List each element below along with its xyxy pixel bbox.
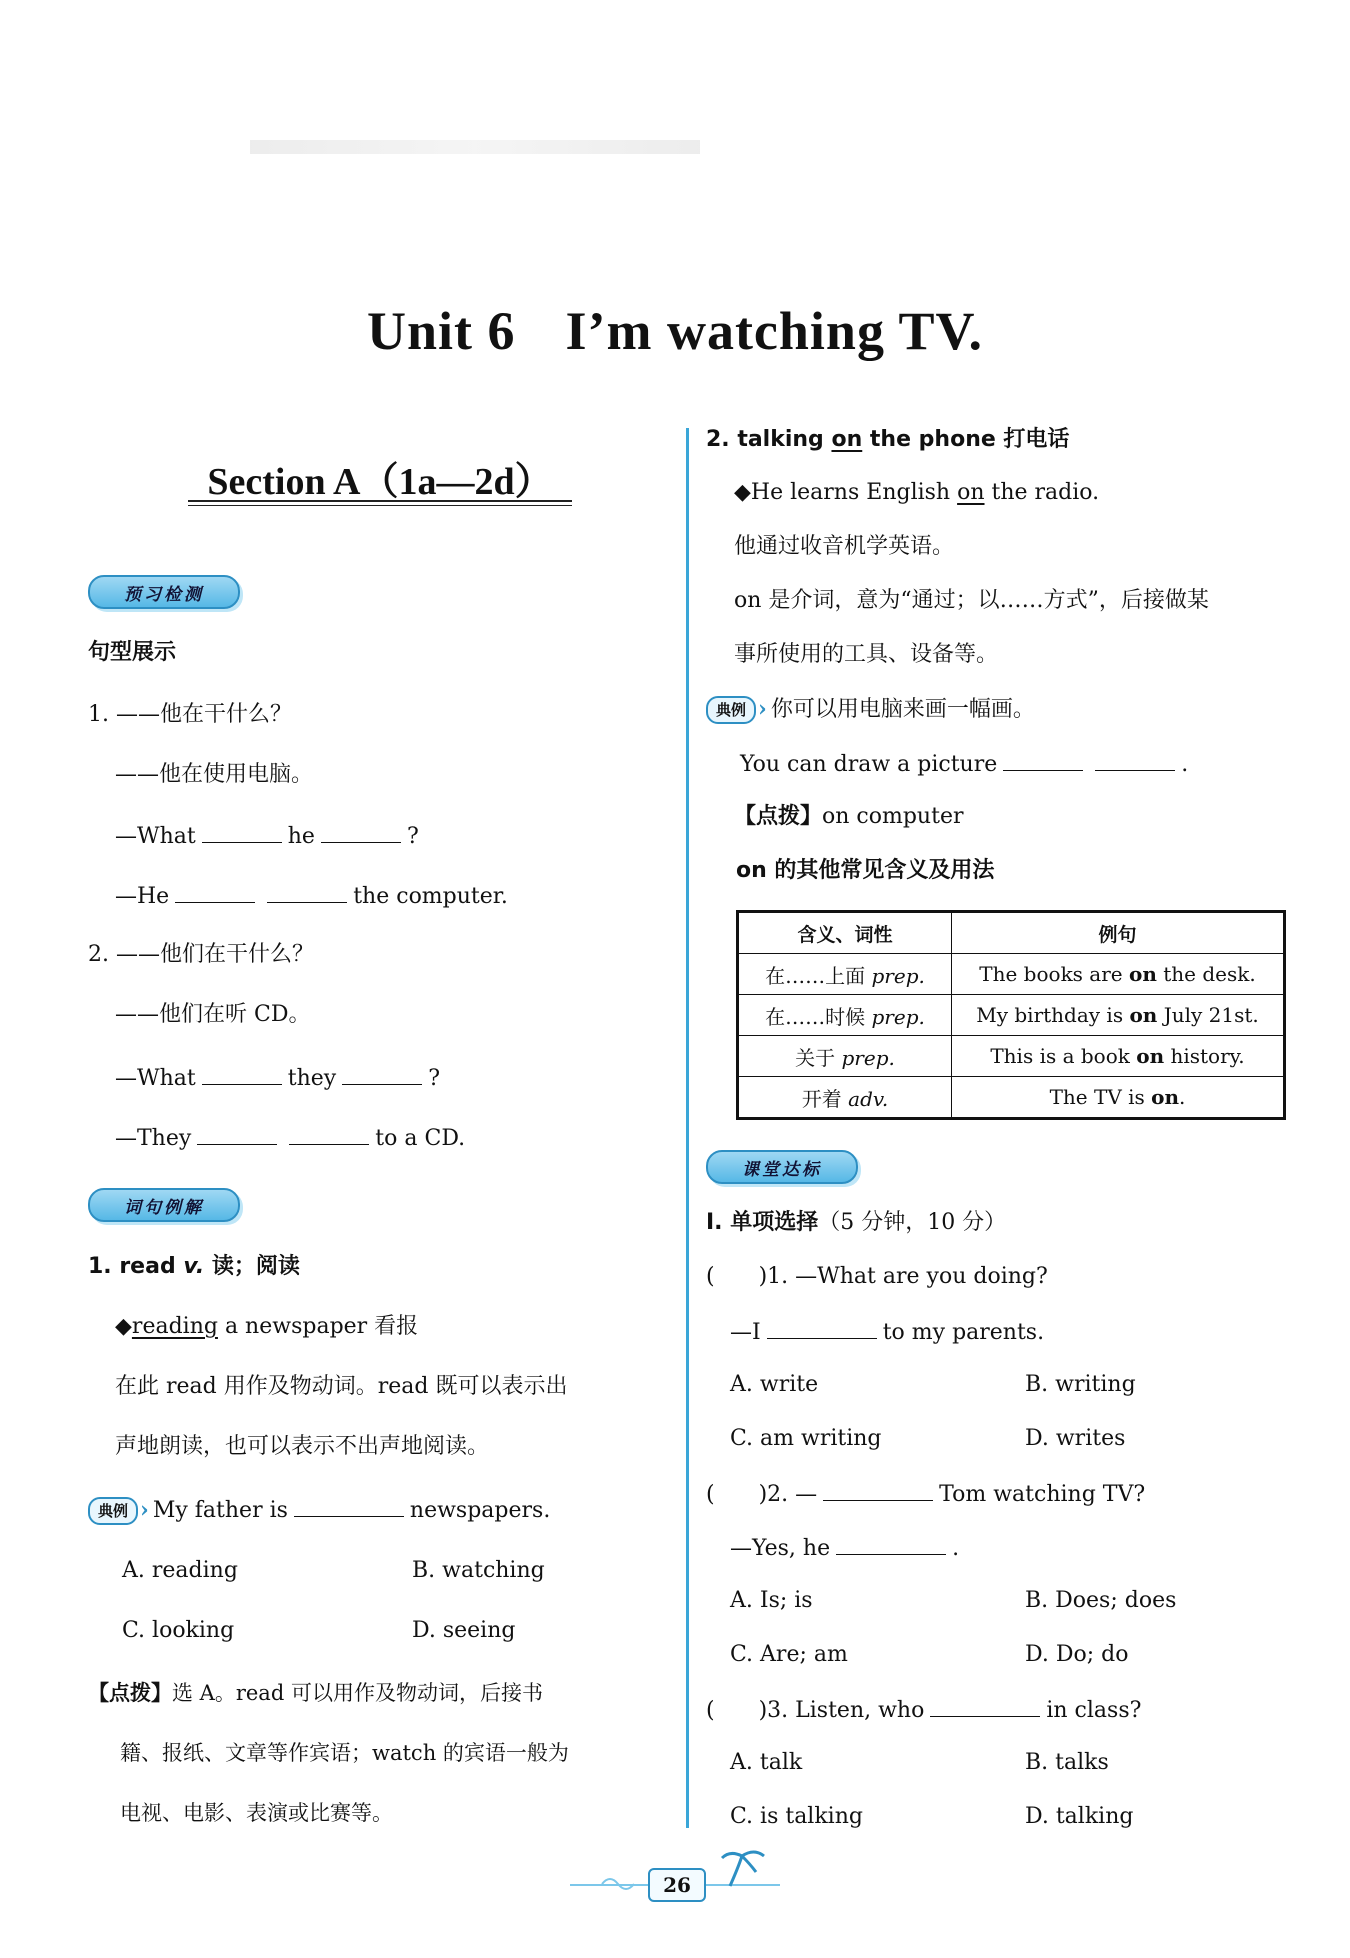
e1-question: ( )1. —What are you doing? <box>706 1264 1048 1289</box>
q2-en-question: —What they ? <box>115 1062 440 1094</box>
table-cell-meaning: 在……上面 prep. <box>738 954 952 995</box>
palm-tree-icon <box>720 1848 770 1888</box>
phone-example-cn: 他通过收音机学英语。 <box>734 534 955 559</box>
read-option-b[interactable]: B. watching <box>412 1558 545 1583</box>
e3-option-a[interactable]: A. talk <box>730 1750 803 1775</box>
q2-cn-answer: ——他们在听 CD。 <box>115 1002 311 1027</box>
blank[interactable] <box>175 880 255 903</box>
read-example-sentence: 典例 › My father is newspapers. <box>88 1494 550 1526</box>
unit-name: I’m watching TV. <box>565 301 984 361</box>
read-tip-1: 【点拨】选 A。read 可以用作及物动词，后接书 <box>88 1681 543 1705</box>
blank[interactable] <box>823 1478 933 1501</box>
read-tip-3: 电视、电影、表演或比赛等。 <box>120 1801 393 1825</box>
unit-number: Unit 6 <box>366 301 516 361</box>
read-option-a[interactable]: A. reading <box>122 1558 238 1583</box>
table-cell-example: The books are on the desk. <box>952 954 1285 995</box>
e3-question: ( )3. Listen, who in class? <box>706 1694 1141 1726</box>
wave-icon <box>600 1868 640 1898</box>
table-row <box>738 1036 1285 1077</box>
q1-cn-answer: ——他在使用电脑。 <box>115 762 314 787</box>
read-option-d[interactable]: D. seeing <box>412 1618 516 1643</box>
faint-header-mark <box>250 140 700 154</box>
blank[interactable] <box>1095 748 1175 771</box>
read-example: ◆reading a newspaper 看报 <box>115 1314 419 1339</box>
section-underline-thin <box>188 505 572 506</box>
phone-example-sentence: You can draw a picture . <box>740 748 1188 780</box>
chevron-right-icon: › <box>758 696 767 722</box>
blank[interactable] <box>836 1532 946 1555</box>
q2-cn-question: 2. ——他们在干什么？ <box>88 942 314 967</box>
table-row <box>738 1077 1285 1119</box>
e2-option-a[interactable]: A. Is; is <box>730 1588 813 1613</box>
blank[interactable] <box>289 1122 369 1145</box>
table-row <box>738 954 1285 995</box>
phone-explain-2: 事所使用的工具、设备等。 <box>734 642 999 667</box>
table-cell-example: The TV is on. <box>952 1077 1285 1119</box>
blank[interactable] <box>267 880 347 903</box>
e1-option-b[interactable]: B. writing <box>1025 1372 1136 1397</box>
phone-tip: 【点拨】on computer <box>734 804 964 829</box>
chevron-right-icon: › <box>140 1497 149 1523</box>
phone-explain-1: on 是介词，意为“通过；以……方式”，后接做某 <box>734 588 1209 613</box>
table-header: 含义、词性 <box>738 912 952 954</box>
e2-option-c[interactable]: C. Are; am <box>730 1642 848 1667</box>
badge-class: 课堂达标 <box>706 1150 858 1184</box>
badge-words: 词句例解 <box>88 1188 240 1222</box>
badge-preview: 预习检测 <box>88 575 240 609</box>
e3-option-d[interactable]: D. talking <box>1025 1804 1134 1829</box>
example-tag: 典例 <box>706 696 756 724</box>
unit-title <box>0 300 1350 362</box>
table-row <box>738 995 1285 1036</box>
blank[interactable] <box>294 1494 404 1517</box>
table-cell-meaning: 在……时候 prep. <box>738 995 952 1036</box>
table-cell-example: My birthday is on July 21st. <box>952 995 1285 1036</box>
blank[interactable] <box>321 820 401 843</box>
e1-option-d[interactable]: D. writes <box>1025 1426 1126 1451</box>
read-tip-2: 籍、报纸、文章等作宾语；watch 的宾语一般为 <box>120 1741 569 1765</box>
exercise-heading: Ⅰ. 单项选择（5 分钟，10 分） <box>706 1210 1007 1235</box>
sentence-heading: 句型展示 <box>88 640 177 665</box>
blank[interactable] <box>202 820 282 843</box>
section-underline <box>188 500 572 502</box>
example-tag: 典例 <box>88 1497 138 1525</box>
blank[interactable] <box>930 1694 1040 1717</box>
read-explain-2: 声地朗读，也可以表示不出声地阅读。 <box>115 1434 490 1459</box>
e2-answer: —Yes, he . <box>730 1532 959 1564</box>
blank[interactable] <box>1003 748 1083 771</box>
blank[interactable] <box>202 1062 282 1085</box>
phone-example-task: 典例 › 你可以用电脑来画一幅画。 <box>706 694 1035 725</box>
table-cell-meaning: 开着 adv. <box>738 1077 952 1119</box>
e3-option-c[interactable]: C. is talking <box>730 1804 863 1829</box>
table-cell-meaning: 关于 prep. <box>738 1036 952 1077</box>
column-divider <box>686 428 689 1828</box>
table-cell-example: This is a book on history. <box>952 1036 1285 1077</box>
e1-answer: —I to my parents. <box>730 1316 1044 1348</box>
read-option-c[interactable]: C. looking <box>122 1618 235 1643</box>
e2-question: ( )2. — Tom watching TV? <box>706 1478 1145 1510</box>
blank[interactable] <box>767 1316 877 1339</box>
e2-option-b[interactable]: B. Does; does <box>1025 1588 1177 1613</box>
phone-example: ◆He learns English on the radio. <box>734 480 1100 505</box>
read-explain-1: 在此 read 用作及物动词。read 既可以表示出 <box>115 1374 568 1399</box>
q1-cn-question: 1. ——他在干什么？ <box>88 702 292 727</box>
blank[interactable] <box>342 1062 422 1085</box>
e2-option-d[interactable]: D. Do; do <box>1025 1642 1129 1667</box>
on-usage-table <box>736 910 1286 1120</box>
page-number: 26 <box>648 1868 706 1902</box>
e1-option-c[interactable]: C. am writing <box>730 1426 882 1451</box>
q1-en-question: —What he ? <box>115 820 419 852</box>
phone-heading: 2. talking on the phone 打电话 <box>706 427 1070 452</box>
table-header-row <box>738 912 1285 954</box>
blank[interactable] <box>197 1122 277 1145</box>
q2-en-answer: —They to a CD. <box>115 1122 465 1154</box>
table-header: 例句 <box>952 912 1285 954</box>
q1-en-answer: —He the computer. <box>115 880 508 912</box>
e1-option-a[interactable]: A. write <box>730 1372 819 1397</box>
section-title: Section A（1a—2d） <box>207 461 553 503</box>
on-other-uses-heading: on 的其他常见含义及用法 <box>736 858 995 883</box>
e3-option-b[interactable]: B. talks <box>1025 1750 1109 1775</box>
read-heading: 1. read v. 读；阅读 <box>88 1254 300 1279</box>
